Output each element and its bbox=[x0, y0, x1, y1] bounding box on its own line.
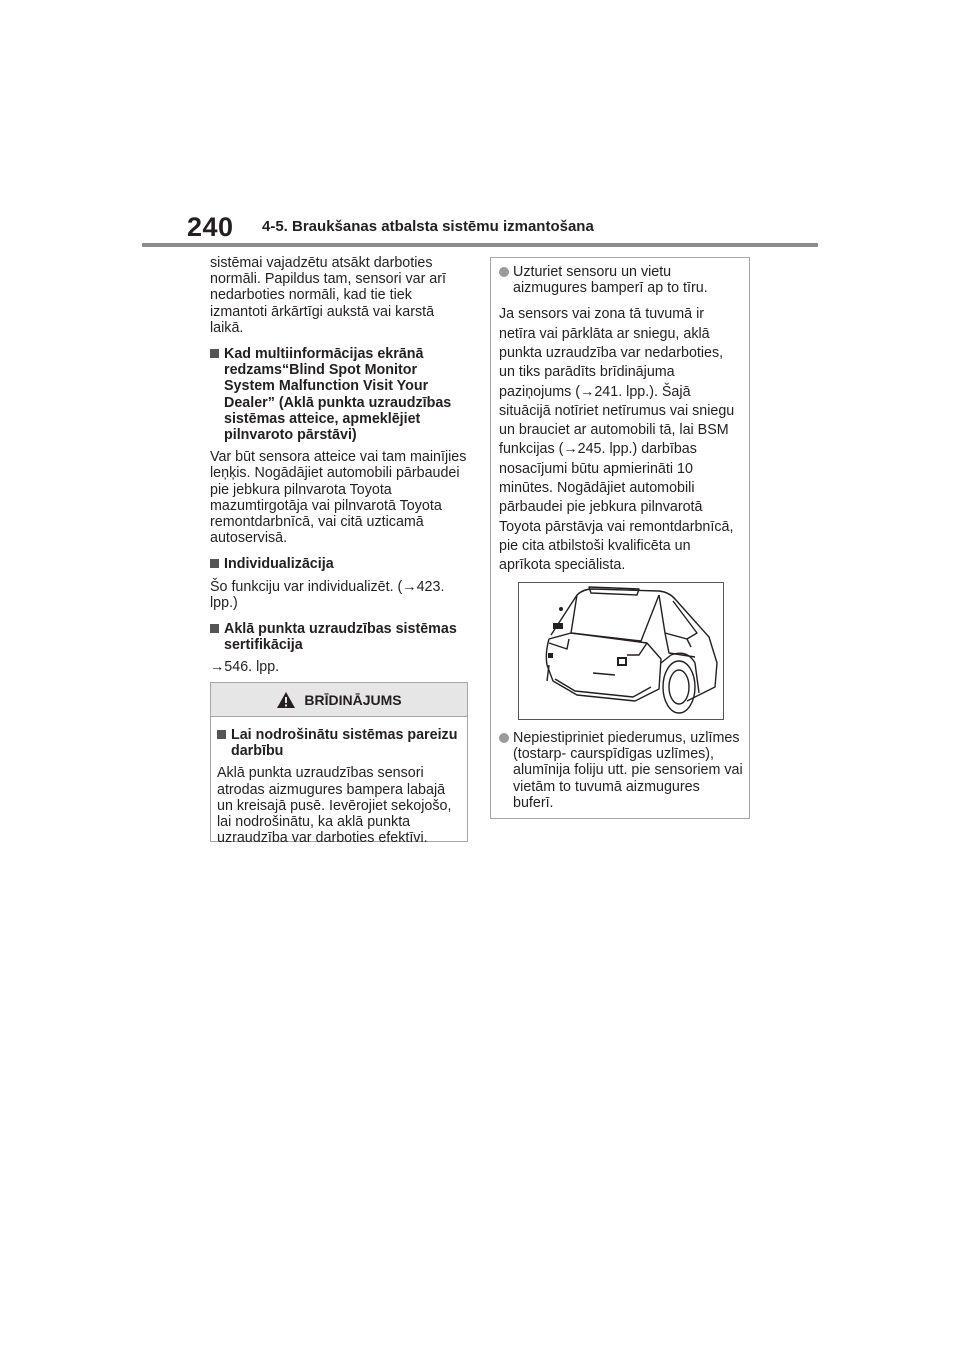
note-box bbox=[490, 257, 750, 819]
list-item-text: Uzturiet sensoru un vietu aizmugures bamperī ap to tīru. bbox=[513, 264, 708, 297]
warning-triangle-icon bbox=[276, 691, 296, 709]
intro-paragraph: sistēmai vajadzētu atsākt darboties normāli. Papildus tam, sensori var arī nedarboties normāli, kad tie tiek izmantoti ārkārtīgi aukstā vai karstā laikā. bbox=[210, 255, 446, 336]
warning-title: BRĪDINĀJUMS bbox=[304, 691, 402, 708]
heading-text: Kad multiinformācijas ekrānā redzams“Blind Spot Monitor System Malfunction Visit Your Dealer” (Aklā punkta uzraudzības sistēmas atteice, apmeklējiet pilnvaroto pārstāvi) bbox=[224, 346, 452, 444]
warning-box bbox=[210, 682, 468, 847]
section-body: Šo funkciju var individualizēt. (→423. lpp.) bbox=[210, 578, 445, 611]
car-rear-icon bbox=[519, 583, 723, 719]
list-item bbox=[499, 264, 741, 296]
square-bullet-icon bbox=[217, 730, 226, 739]
square-bullet-icon bbox=[210, 559, 219, 568]
section-heading bbox=[210, 556, 468, 572]
warning-body: Aklā punkta uzraudzības sensori atrodas aizmugures bampera labajā un kreisajā pusē. Ievērojiet sekojošo, lai nodrošinātu, ka aklā punkta uzraudzība var darboties efektīvi. bbox=[217, 765, 452, 847]
section-title: 4-5. Braukšanas atbalsta sistēmu izmantošana bbox=[262, 218, 594, 235]
list-item-detail: Ja sensors vai zona tā tuvumā ir netīra vai pārklāta ar sniegu, aklā punkta uzraudzība var nedarboties, un tiks parādīts brīdinājuma paziņojums (→241. lpp.). Šajā situācijā notīriet netīrumus vai sniegu un brauciet ar automobili tā, lai BSM funkcijas (→245. lpp.) darbības nosacījumi būtu apmierināti 10 minūtes. Nogādājiet automobili pārbaudei pie jebkura pilnvarotā Toyota pārstāvja vai remontdarbnīcā, pie cita atbilstoši kvalificēta un aprīkota speciālista. bbox=[499, 306, 735, 574]
warning-header bbox=[211, 683, 467, 717]
section-body: →546. lpp. bbox=[210, 659, 280, 676]
heading-text: Individualizācija bbox=[224, 556, 334, 573]
car-rear-illustration bbox=[518, 582, 724, 720]
section-heading bbox=[210, 346, 468, 443]
section-heading bbox=[210, 621, 468, 653]
page-number: 240 bbox=[187, 212, 234, 242]
warning-heading bbox=[217, 727, 461, 759]
list-item bbox=[499, 730, 743, 811]
page-header bbox=[0, 0, 960, 250]
left-column bbox=[210, 255, 468, 686]
square-bullet-icon bbox=[210, 349, 219, 358]
square-bullet-icon bbox=[210, 624, 219, 633]
circle-bullet-icon bbox=[499, 733, 509, 743]
heading-text: Aklā punkta uzraudzības sistēmas sertifikācija bbox=[224, 621, 457, 654]
header-divider bbox=[142, 243, 818, 247]
heading-text: Lai nodrošinātu sistēmas pareizu darbību bbox=[231, 727, 458, 760]
circle-bullet-icon bbox=[499, 267, 509, 277]
list-item-text: Nepiestipriniet piederumus, uzlīmes (tostarp- caurspīdīgas uzlīmes), alumīnija foliju utt. pie sensoriem vai vietām to tuvumā aizmugures buferī. bbox=[513, 730, 743, 811]
section-body: Var būt sensora atteice vai tam mainījies leņķis. Nogādājiet automobili pārbaudei pie jebkura pilnvarota Toyota mazumtirgotāja vai pilnvarotā Toyota remontdarbnīcā, vai citā uzticamā autoservisā. bbox=[210, 449, 467, 547]
